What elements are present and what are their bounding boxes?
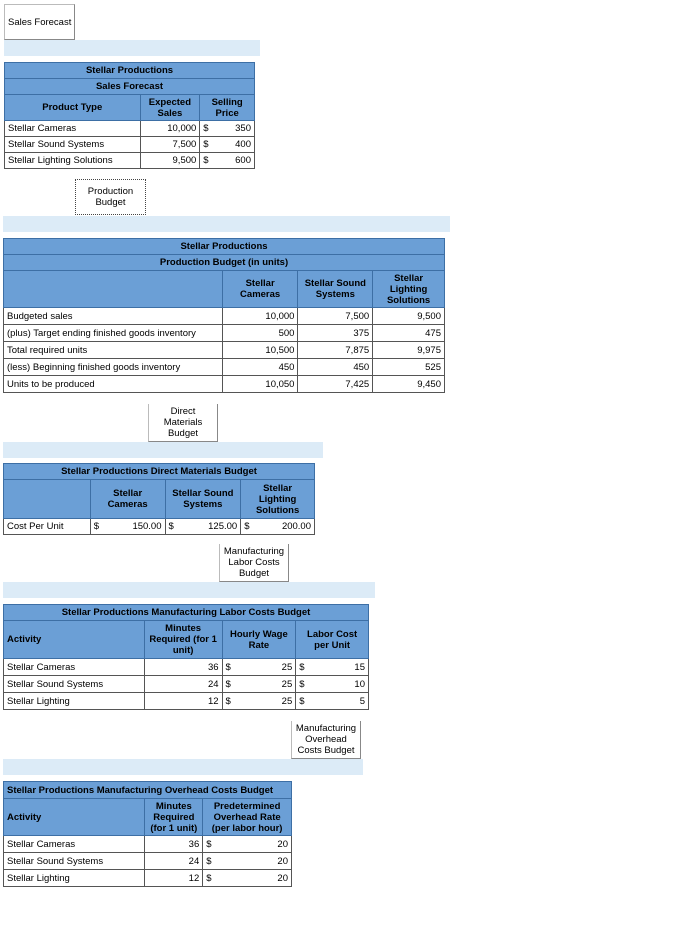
table-title: Sales Forecast <box>5 79 255 95</box>
section-band <box>3 582 375 598</box>
table-row <box>5 121 255 137</box>
cell-value: 525 <box>373 359 445 376</box>
table-row <box>4 836 292 853</box>
col-labor-cost: Labor Cost per Unit <box>296 621 369 659</box>
wage-value: 25 <box>281 695 293 707</box>
col-minutes-required: Minutes Required (for 1 unit) <box>144 621 222 659</box>
activity-name: Stellar Cameras <box>4 836 145 853</box>
col-minutes-required: Minutes Required (for 1 unit) <box>145 799 203 836</box>
table-row <box>4 325 445 342</box>
activity-name: Stellar Lighting <box>4 693 145 710</box>
currency-symbol: $ <box>206 855 212 867</box>
product-name: Stellar Cameras <box>5 121 141 137</box>
tab-direct-materials-budget[interactable]: Direct Materials Budget <box>148 404 218 442</box>
section-band <box>3 216 450 232</box>
sales-forecast-table <box>4 62 255 169</box>
table-row <box>4 870 292 887</box>
row-label: (plus) Target ending finished goods inventory <box>4 325 223 342</box>
minutes-value: 12 <box>144 693 222 710</box>
company-title: Stellar Productions <box>4 239 445 255</box>
table-row <box>4 308 445 325</box>
col-expected-sales: Expected Sales <box>140 95 200 121</box>
cell-value: 500 <box>222 325 298 342</box>
currency-symbol: $ <box>299 678 305 690</box>
col-stellar-lighting-solutions: Stellar Lighting Solutions <box>241 480 315 519</box>
wage-value: 25 <box>281 678 293 690</box>
minutes-value: 36 <box>144 659 222 676</box>
cell-value: 450 <box>298 359 373 376</box>
currency-symbol: $ <box>206 838 212 850</box>
activity-name: Stellar Lighting <box>4 870 145 887</box>
cell-value: 10,050 <box>222 376 298 393</box>
currency-symbol: $ <box>203 155 209 166</box>
col-product-type: Product Type <box>5 95 141 121</box>
row-label: Total required units <box>4 342 223 359</box>
labor-costs-table <box>3 604 369 710</box>
table-row <box>4 676 369 693</box>
tab-sales-forecast[interactable]: Sales Forecast <box>4 4 75 40</box>
expected-sales-value: 10,000 <box>140 121 200 137</box>
cell-value: 7,875 <box>298 342 373 359</box>
cell-value: 10,000 <box>222 308 298 325</box>
product-name: Stellar Sound Systems <box>5 137 141 153</box>
currency-symbol: $ <box>225 695 231 707</box>
row-label: Cost Per Unit <box>4 519 91 535</box>
cost-value: 200.00 <box>281 521 311 532</box>
table-title: Stellar Productions Direct Materials Budget <box>4 464 315 480</box>
col-overhead-rate: Predetermined Overhead Rate (per labor hour) <box>203 799 292 836</box>
col-selling-price: Selling Price <box>200 95 255 121</box>
cell-value: 9,500 <box>373 308 445 325</box>
rate-value: 20 <box>277 872 288 884</box>
row-label: Budgeted sales <box>4 308 223 325</box>
cell-value: 10,500 <box>222 342 298 359</box>
price-value: 350 <box>235 123 251 134</box>
direct-materials-table <box>3 463 315 535</box>
table-row <box>4 376 445 393</box>
table-title: Stellar Productions Manufacturing Labor Costs Budget <box>4 605 369 621</box>
tab-manufacturing-labor-budget[interactable]: Manufacturing Labor Costs Budget <box>219 544 289 582</box>
currency-symbol: $ <box>168 521 174 532</box>
activity-name: Stellar Sound Systems <box>4 676 145 693</box>
overhead-costs-table <box>3 781 292 887</box>
row-label: (less) Beginning finished goods inventory <box>4 359 223 376</box>
minutes-value: 12 <box>145 870 203 887</box>
cell-value: 7,500 <box>298 308 373 325</box>
cell-value: 9,975 <box>373 342 445 359</box>
company-title: Stellar Productions <box>5 63 255 79</box>
table-title: Stellar Productions Manufacturing Overhead Costs Budget <box>4 782 292 799</box>
rate-value: 20 <box>277 838 288 850</box>
production-budget-table <box>3 238 445 393</box>
minutes-value: 24 <box>145 853 203 870</box>
cell-value: 7,425 <box>298 376 373 393</box>
col-stellar-cameras: Stellar Cameras <box>222 271 298 308</box>
cost-value: 15 <box>354 661 365 673</box>
col-stellar-sound-systems: Stellar Sound Systems <box>165 480 241 519</box>
cost-value: 150.00 <box>132 521 162 532</box>
cell-value: 450 <box>222 359 298 376</box>
currency-symbol: $ <box>225 661 231 673</box>
col-activity: Activity <box>4 799 145 836</box>
minutes-value: 36 <box>145 836 203 853</box>
table-row <box>5 153 255 169</box>
cell-value: 375 <box>298 325 373 342</box>
table-row <box>4 659 369 676</box>
activity-name: Stellar Cameras <box>4 659 145 676</box>
currency-symbol: $ <box>93 521 100 532</box>
currency-symbol: $ <box>299 661 305 673</box>
cost-value: 10 <box>354 678 365 690</box>
currency-symbol: $ <box>203 123 209 134</box>
table-row <box>4 519 315 535</box>
table-row <box>4 342 445 359</box>
col-activity: Activity <box>4 621 145 659</box>
expected-sales-value: 9,500 <box>140 153 200 169</box>
table-row <box>4 693 369 710</box>
section-band <box>4 40 260 56</box>
activity-name: Stellar Sound Systems <box>4 853 145 870</box>
wage-value: 25 <box>281 661 293 673</box>
table-row <box>5 137 255 153</box>
section-band <box>3 442 323 458</box>
currency-symbol: $ <box>299 695 305 707</box>
col-stellar-lighting-solutions: Stellar Lighting Solutions <box>373 271 445 308</box>
table-row <box>4 359 445 376</box>
col-hourly-wage: Hourly Wage Rate <box>222 621 296 659</box>
cost-value: 125.00 <box>208 521 238 532</box>
cell-value: 475 <box>373 325 445 342</box>
tab-production-budget[interactable]: Production Budget <box>75 179 146 215</box>
currency-symbol: $ <box>225 678 231 690</box>
price-value: 600 <box>235 155 251 166</box>
section-band <box>3 759 363 775</box>
currency-symbol: $ <box>206 872 212 884</box>
currency-symbol: $ <box>244 521 250 532</box>
expected-sales-value: 7,500 <box>140 137 200 153</box>
col-stellar-sound-systems: Stellar Sound Systems <box>298 271 373 308</box>
table-title: Production Budget (in units) <box>4 255 445 271</box>
row-label: Units to be produced <box>4 376 223 393</box>
tab-manufacturing-overhead-budget[interactable]: Manufacturing Overhead Costs Budget <box>291 721 361 759</box>
minutes-value: 24 <box>144 676 222 693</box>
cell-value: 9,450 <box>373 376 445 393</box>
col-stellar-cameras: Stellar Cameras <box>90 480 165 519</box>
cost-value: 5 <box>359 695 365 707</box>
table-row <box>4 853 292 870</box>
rate-value: 20 <box>277 855 288 867</box>
price-value: 400 <box>235 139 251 150</box>
currency-symbol: $ <box>203 139 209 150</box>
product-name: Stellar Lighting Solutions <box>5 153 141 169</box>
